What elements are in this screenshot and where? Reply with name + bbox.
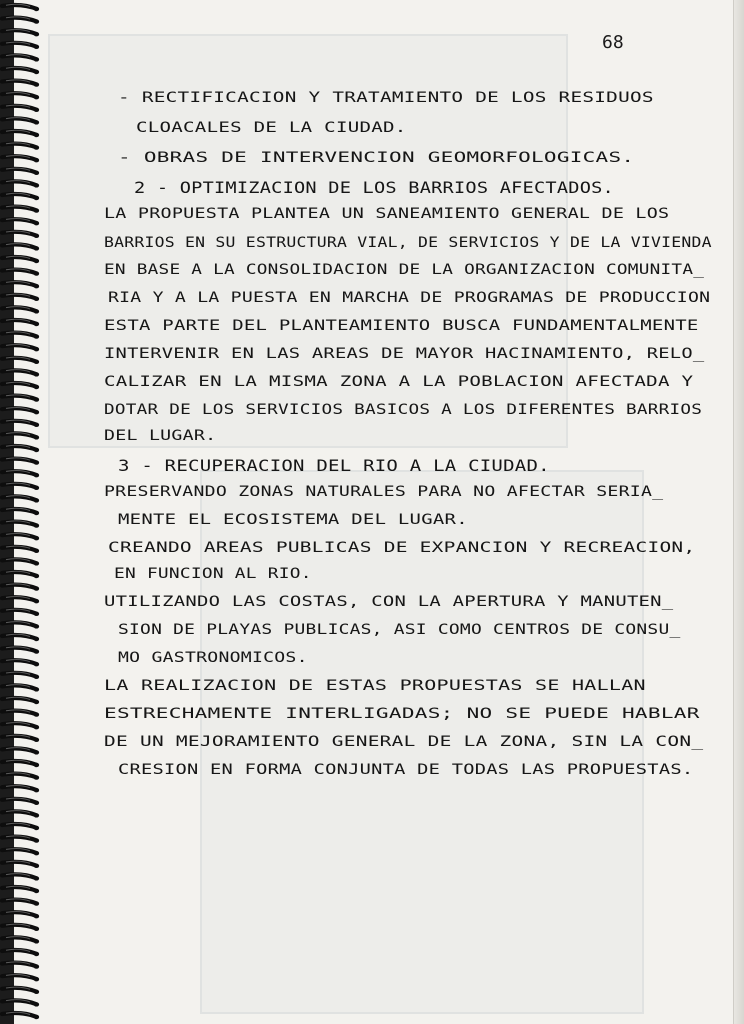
text-line: DOTAR DE LOS SERVICIOS BASICOS A LOS DIFERENTES BARRIOS (104, 402, 703, 418)
text-line: SION DE PLAYAS PUBLICAS, ASI COMO CENTROS DE CONSU_ (118, 622, 681, 638)
text-line: RIA Y A LA PUESTA EN MARCHA DE PROGRAMAS DE PRODUCCION (108, 290, 711, 306)
text-line: EN BASE A LA CONSOLIDACION DE LA ORGANIZACION COMUNITA_ (104, 262, 705, 278)
text-line: - OBRAS DE INTERVENCION GEOMORFOLOGICAS. (118, 150, 635, 166)
text-line: - RECTIFICACION Y TRATAMIENTO DE LOS RESIDUOS (118, 90, 654, 106)
text-line: LA PROPUESTA PLANTEA UN SANEAMIENTO GENERAL DE LOS (104, 206, 670, 222)
text-line: CREANDO AREAS PUBLICAS DE EXPANCION Y RECREACION, (108, 540, 696, 556)
text-line: CRESION EN FORMA CONJUNTA DE TODAS LAS PROPUESTAS. (118, 762, 694, 778)
text-line: 3 - RECUPERACION DEL RIO A LA CIUDAD. (118, 456, 550, 475)
text-line: INTERVENIR EN LAS AREAS DE MAYOR HACINAMIENTO, RELO_ (104, 346, 705, 362)
text-line: EN FUNCION AL RIO. (114, 566, 312, 582)
text-line: BARRIOS EN SU ESTRUCTURA VIAL, DE SERVICIOS Y DE LA VIVIENDA (104, 235, 712, 251)
text-line: MO GASTRONOMICOS. (118, 650, 308, 666)
text-line: DEL LUGAR. (104, 428, 217, 444)
text-line: MENTE EL ECOSISTEMA DEL LUGAR. (118, 512, 468, 528)
text-line: UTILIZANDO LAS COSTAS, CON LA APERTURA Y MANUTEN_ (104, 594, 674, 610)
text-line: ESTRECHAMENTE INTERLIGADAS; NO SE PUEDE HABLAR (104, 706, 700, 722)
page-number: 68 (602, 32, 624, 53)
text-line: DE UN MEJORAMIENTO GENERAL DE LA ZONA, SIN LA CON_ (104, 734, 704, 750)
text-line: CALIZAR EN LA MISMA ZONA A LA POBLACION AFECTADA Y (104, 374, 694, 390)
text-line: PRESERVANDO ZONAS NATURALES PARA NO AFECTAR SERIA_ (104, 484, 664, 500)
text-line: ESTA PARTE DEL PLANTEAMIENTO BUSCA FUNDAMENTALMENTE (104, 318, 699, 334)
text-line: 2 - OPTIMIZACION DE LOS BARRIOS AFECTADOS. (134, 178, 614, 197)
text-line: CLOACALES DE LA CIUDAD. (136, 120, 407, 136)
text-line: LA REALIZACION DE ESTAS PROPUESTAS SE HALLAN (104, 678, 646, 694)
